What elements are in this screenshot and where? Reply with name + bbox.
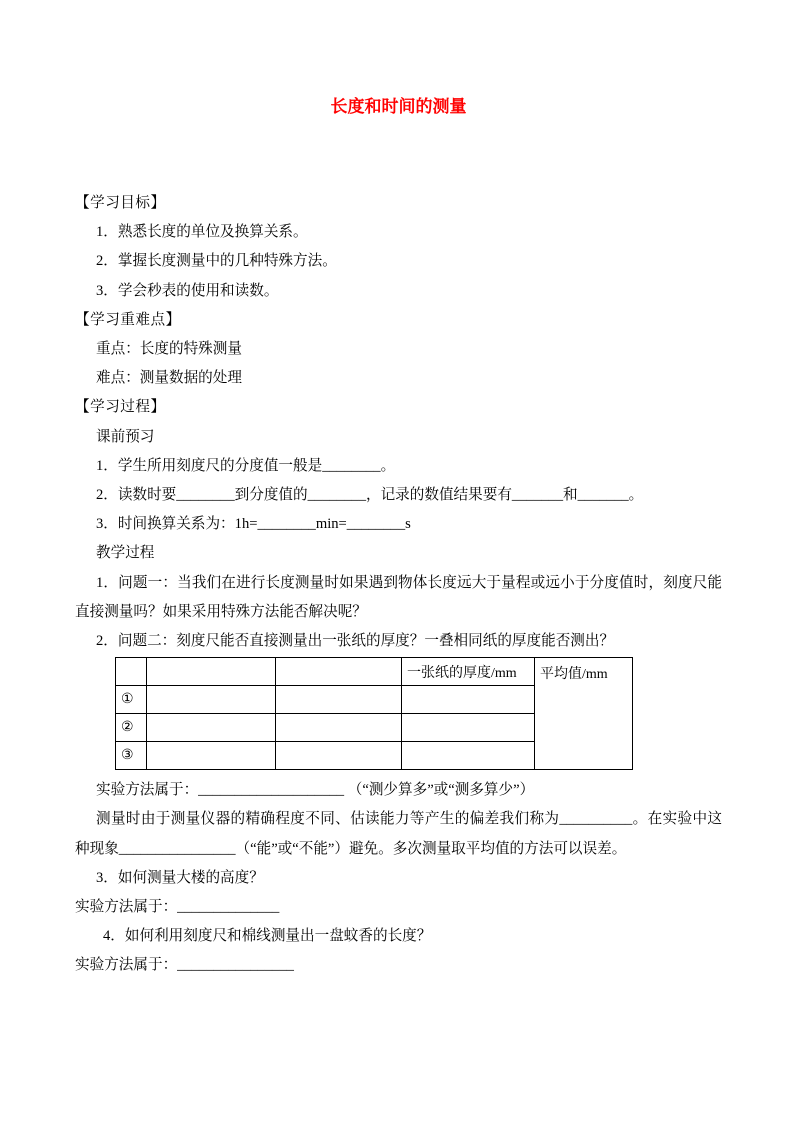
question-3: 3．如何测量大楼的高度？ <box>96 869 264 886</box>
row-label-cell-3: ③ <box>116 742 147 770</box>
preview-item-1: 1．学生所用刻度尺的分度值一般是________。 <box>96 457 396 474</box>
teaching-label: 教学过程 <box>96 545 155 562</box>
section-header-process: 【学习过程】 <box>75 399 166 416</box>
question-1: 1．问题一：当我们在进行长度测量时如果遇到物体长度远大于量程或远小于分度值时，刻度尺能直接测量吗？如果采用特殊方法能否解决呢？ <box>75 574 722 620</box>
section-header-goals: 【学习目标】 <box>75 195 166 211</box>
goal-item-1: 1．熟悉长度的单位及换算关系。 <box>96 224 308 241</box>
row-label-cell-2: ② <box>116 714 147 742</box>
table-header-row <box>116 658 633 686</box>
method-line-4: 实验方法属于：________________ <box>75 957 294 974</box>
empty-cell <box>147 742 276 770</box>
method-line-1: 实验方法属于：____________________ （“测少算多”或“测多算少”） <box>96 782 535 799</box>
thickness-cell-1 <box>402 686 535 714</box>
empty-cell <box>147 686 276 714</box>
empty-cell <box>276 686 402 714</box>
goal-item-3: 3．学会秒表的使用和读数。 <box>96 282 279 299</box>
paper-thickness-table <box>115 657 633 770</box>
keypoint-line: 重点：长度的特殊测量 <box>96 341 242 358</box>
header-cell-average: 平均值/mm <box>535 658 633 770</box>
empty-cell <box>147 714 276 742</box>
error-paragraph: 测量时由于测量仪器的精确程度不同、估读能力等产生的偏差我们称为__________。在实验中这种现象________________（“能”或“不能”）避免。多次测量取平均值的方法可以误差。 <box>75 811 722 857</box>
preview-item-2: 2．读数时要________到分度值的________，记录的数值结果要有_______和_______。 <box>96 487 644 504</box>
header-cell-empty-1 <box>116 658 147 686</box>
question-4: 4．如何利用刻度尺和棉线测量出一盘蚊香的长度？ <box>103 928 432 945</box>
empty-cell <box>276 742 402 770</box>
preview-item-3: 3．时间换算关系为：1h=________min=________s <box>96 516 411 533</box>
thickness-cell-2 <box>402 714 535 742</box>
preview-label: 课前预习 <box>96 428 155 445</box>
empty-cell <box>276 714 402 742</box>
row-label-cell-1: ① <box>116 686 147 714</box>
question-2: 2．问题二：刻度尺能否直接测量出一张纸的厚度？一叠相同纸的厚度能否测出？ <box>96 633 615 650</box>
goal-item-2: 2．掌握长度测量中的几种特殊方法。 <box>96 253 337 270</box>
page-title: 长度和时间的测量 <box>330 97 467 116</box>
thickness-cell-3 <box>402 742 535 770</box>
header-cell-thickness: 一张纸的厚度/mm <box>402 658 535 686</box>
header-cell-empty-2 <box>147 658 276 686</box>
section-header-keypoints: 【学习重难点】 <box>75 311 181 328</box>
difficulty-line: 难点：测量数据的处理 <box>96 370 242 387</box>
header-cell-empty-3 <box>276 658 402 686</box>
method-line-3: 实验方法属于：______________ <box>75 899 280 916</box>
